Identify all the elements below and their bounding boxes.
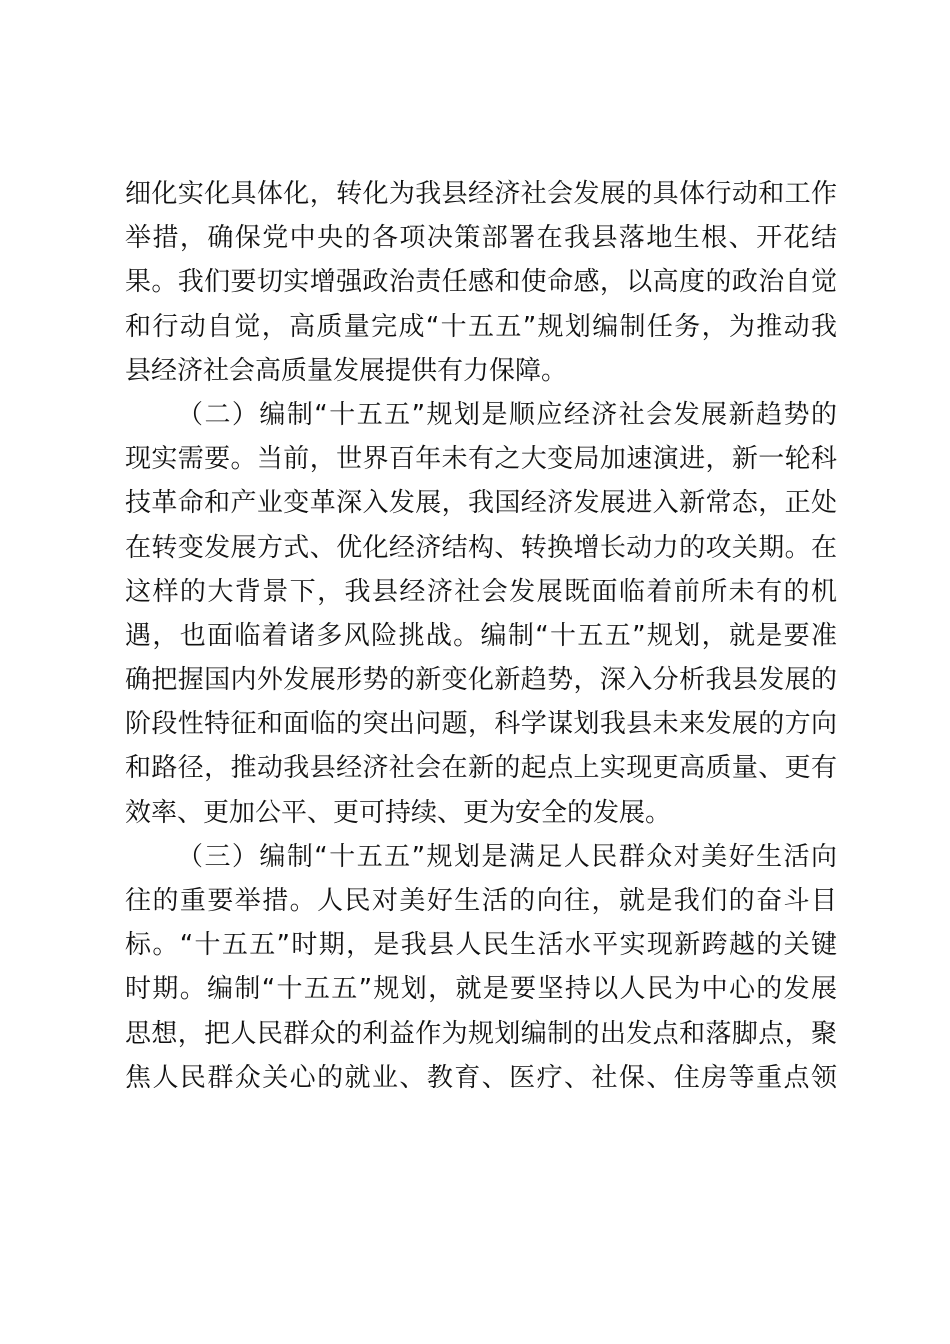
text-line: 遇，也面临着诸多风险挑战。编制“十五五”规划，就是要准 bbox=[125, 620, 837, 651]
text-line: 举措，确保党中央的各项决策部署在我县落地生根、开花结 bbox=[125, 223, 837, 254]
text-line: （三）编制“十五五”规划是满足人民群众对美好生活向 bbox=[177, 841, 837, 872]
text-line: 思想，把人民群众的利益作为规划编制的出发点和落脚点，聚 bbox=[125, 1018, 837, 1049]
text-line: 时期。编制“十五五”规划，就是要坚持以人民为中心的发展 bbox=[125, 974, 837, 1005]
text-line: 和行动自觉，高质量完成“十五五”规划编制任务，为推动我 bbox=[125, 311, 837, 342]
text-line: 效率、更加公平、更可持续、更为安全的发展。 bbox=[125, 797, 672, 828]
text-line: 在转变发展方式、优化经济结构、转换增长动力的攻关期。在 bbox=[125, 532, 837, 563]
paragraph-3 bbox=[125, 835, 837, 1100]
text-line: 焦人民群众关心的就业、教育、医疗、社保、住房等重点领 bbox=[125, 1062, 837, 1093]
text-line: 技革命和产业变革深入发展，我国经济发展进入新常态，正处 bbox=[125, 488, 837, 519]
text-line: （二）编制“十五五”规划是顺应经济社会发展新趋势的 bbox=[177, 399, 837, 430]
paragraph-1 bbox=[125, 172, 837, 393]
text-line: 细化实化具体化，转化为我县经济社会发展的具体行动和工作 bbox=[125, 179, 837, 209]
paragraph-2 bbox=[125, 393, 837, 835]
text-line: 和路径，推动我县经济社会在新的起点上实现更高质量、更有 bbox=[125, 753, 837, 784]
text-line: 果。我们要切实增强政治责任感和使命感，以高度的政治自觉 bbox=[125, 267, 837, 298]
text-line: 往的重要举措。人民对美好生活的向往，就是我们的奋斗目 bbox=[125, 886, 837, 916]
text-line: 县经济社会高质量发展提供有力保障。 bbox=[125, 355, 568, 386]
text-line: 确把握国内外发展形势的新变化新趋势，深入分析我县发展的 bbox=[125, 665, 837, 696]
text-line: 现实需要。当前，世界百年未有之大变局加速演进，新一轮科 bbox=[125, 444, 837, 475]
text-line: 阶段性特征和面临的突出问题，科学谋划我县未来发展的方向 bbox=[125, 709, 837, 740]
text-line: 这样的大背景下，我县经济社会发展既面临着前所未有的机 bbox=[125, 576, 837, 607]
document-body bbox=[125, 172, 837, 1100]
text-line: 标。“十五五”时期，是我县人民生活水平实现新跨越的关键 bbox=[125, 930, 837, 961]
